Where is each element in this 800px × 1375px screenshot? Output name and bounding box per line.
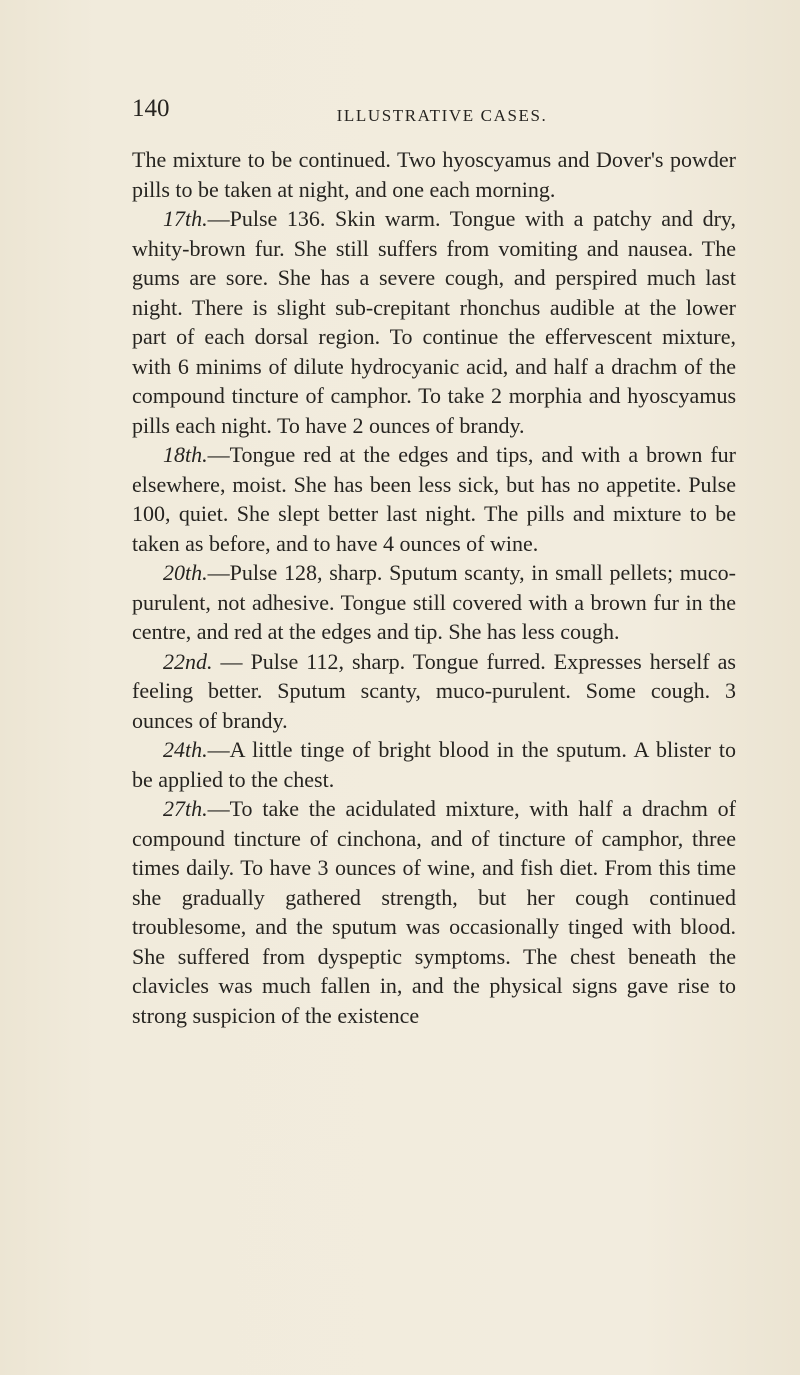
entry-22nd <box>132 647 736 736</box>
entry-text: —Pulse 128, sharp. Sputum scanty, in small pellets; muco-purulent, not adhesive. Tongue still covered with a brown fur in the centre, and red at the edges and tip. She has less cough. <box>132 560 736 644</box>
running-head: ILLUSTRATIVE CASES. <box>336 106 548 125</box>
entry-date: 20th. <box>163 560 208 585</box>
entry-text: — Pulse 112, sharp. Tongue furred. Expresses herself as feeling better. Sputum scanty, muco-purulent. Some cough. 3 ounces of brandy. <box>132 648 736 733</box>
page-number: 140 <box>132 95 170 122</box>
page-header <box>132 95 692 131</box>
entry-17th <box>132 204 736 440</box>
entry-date: 17th. <box>163 206 208 231</box>
entry-20th <box>132 558 736 647</box>
entry-date: 27th. <box>163 796 208 821</box>
paragraph-continuation <box>132 145 736 204</box>
entry-text: —A little tinge of bright blood in the sputum. A blister to be applied to the chest. <box>132 737 736 792</box>
paragraph-text: The mixture to be continued. Two hyoscyamus and Dover's powder pills to be taken at night, and one each morning. <box>132 147 736 202</box>
entry-text: —Tongue red at the edges and tips, and with a brown fur elsewhere, moist. She has been less sick, but has no appetite. Pulse 100, quiet. She slept better last night. The pills and mixture to be taken as before, and to have 4 ounces of wine. <box>132 442 736 556</box>
entry-date: 18th. <box>163 442 208 467</box>
entry-18th <box>132 440 736 558</box>
entry-27th <box>132 794 736 1030</box>
entry-text: —To take the acidulated mixture, with half a drachm of compound tincture of cinchona, and of tincture of camphor, three times daily. To have 3 ounces of wine, and fish diet. From this time she gradually gathered strength, but her cough continued troublesome, and the sputum was occasionally tinged with blood. She suffered from dyspeptic symptoms. The chest beneath the clavicles was much fallen in, and the physical signs gave rise to strong suspicion of the existence <box>132 796 736 1028</box>
entry-date: 24th. <box>163 737 208 762</box>
body-text <box>132 145 736 1030</box>
entry-24th <box>132 735 736 794</box>
entry-date: 22nd. <box>163 648 213 674</box>
entry-text: —Pulse 136. Skin warm. Tongue with a patchy and dry, whity-brown fur. She still suffers from vomiting and nausea. The gums are sore. She has a severe cough, and perspired much last night. There is slight sub-crepitant rhonchus audible at the lower part of each dorsal region. To continue the effervescent mixture, with 6 minims of dilute hydrocyanic acid, and half a drachm of the compound tincture of camphor. To take 2 morphia and hyoscyamus pills each night. To have 2 ounces of brandy. <box>132 206 736 438</box>
